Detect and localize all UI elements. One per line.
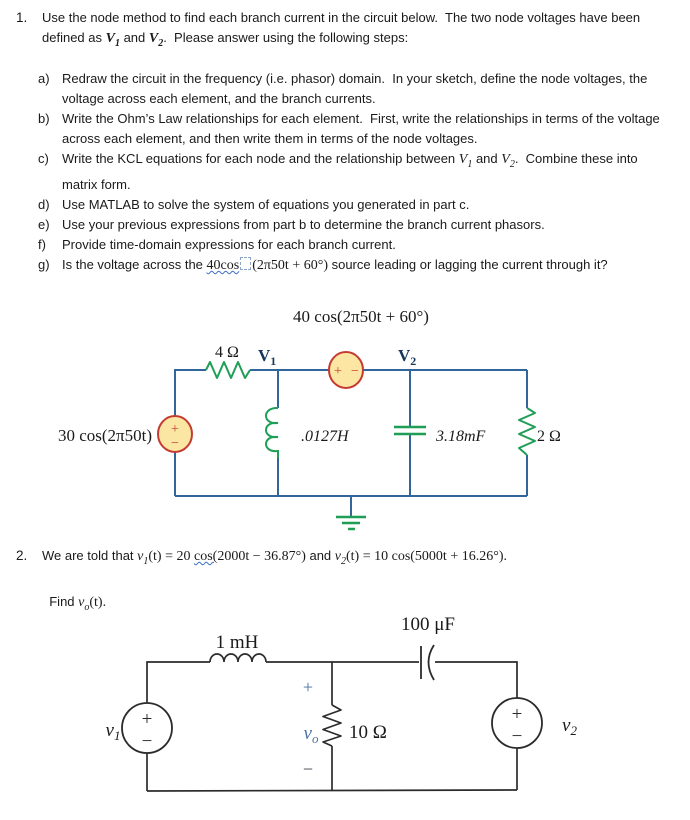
step-g-text (62, 255, 672, 276)
step-f (38, 235, 672, 255)
capacitor-curved-plate (429, 645, 435, 680)
ground-icon (336, 517, 366, 529)
node-voltage-v1: $V_1$ (105, 31, 120, 49)
wire (435, 662, 517, 698)
circuit1-diagram (0, 295, 660, 540)
step-g (38, 255, 672, 276)
step-g-math: (2π50t + 60°) (252, 257, 328, 273)
minus-sign: − (351, 364, 359, 379)
plus-sign: + (334, 364, 342, 379)
node-v1-label: $V_1$ (258, 346, 277, 368)
capacitor-symbol (394, 427, 426, 434)
left-source-label: 30 cos(2π50t) (57, 426, 152, 445)
problem1-steps (38, 69, 672, 276)
step-c-v2: $V_2$ (501, 152, 515, 170)
minus-sign: − (511, 726, 523, 747)
step-a-label: a) (38, 71, 50, 86)
step-c-v1: $V_1$ (458, 152, 473, 170)
p2-math-4: (t). (89, 594, 107, 610)
plus-sign: + (171, 422, 179, 437)
step-g-40cos-underlined: 40cos (206, 257, 240, 273)
step-c-text-2: . Combine these into matrix form. (62, 151, 642, 192)
capacitor-label: 100 μF (400, 614, 456, 635)
resistor-4ohm-label: 4 Ω (215, 344, 239, 361)
problem2-find: Find (49, 593, 79, 609)
p2-v2: $v_2$ (334, 549, 346, 567)
step-b-label: b) (38, 111, 50, 126)
step-g-text-1: Is the voltage across the (62, 256, 207, 272)
p2-v1: $v_1$ (137, 549, 149, 567)
intro-text-and: and (119, 30, 149, 45)
step-c-label: c) (38, 151, 49, 166)
step-d-label: d) (38, 196, 50, 212)
step-e (38, 215, 672, 235)
wire (147, 662, 210, 703)
step-c-and: and (472, 151, 502, 166)
source-v2-label: $v_2$ (562, 715, 577, 738)
capacitor-label: 3.18mF (436, 428, 486, 445)
intro-text-2: . Please answer using the following steps: (163, 30, 409, 45)
problem2-text-and: and (305, 548, 335, 563)
p2-math-2: 2000t − 36.87°) (217, 549, 306, 564)
inductor-symbol (266, 408, 278, 458)
circuit2-diagram (0, 595, 620, 820)
voltage-source-30cos (158, 416, 192, 452)
voltage-source-40cos (329, 352, 363, 388)
problem1-intro (16, 8, 666, 54)
step-e-label: e) (38, 216, 50, 232)
p2-cos-underlined: cos( (193, 549, 218, 564)
node-v2-label: $V_2$ (398, 346, 417, 368)
problem1-intro-text (42, 8, 666, 54)
wire (175, 370, 206, 417)
p2-math-3: (t) = 10 cos(5000t + 16.26°). (346, 549, 507, 564)
step-a (38, 69, 672, 109)
voltage-source-v2 (492, 698, 542, 748)
inductor-label: .0127H (301, 428, 349, 445)
vo-minus-sign: − (302, 759, 314, 779)
vo-plus-sign: + (302, 677, 314, 697)
resistor-10ohm-label: 10 Ω (349, 722, 387, 743)
step-d (38, 195, 672, 215)
resistor-4ohm-symbol (206, 362, 250, 378)
step-g-label: g) (38, 256, 50, 272)
p2-math-1: (t) = 20 (148, 549, 194, 564)
step-b-text: Write the Ohm’s Law relationships for each element. First, write the relationships in terms of the voltage across each element, and then write them in terms of the node voltages. (62, 111, 664, 146)
resistor-2ohm-label: 2 Ω (537, 428, 561, 445)
step-f-label: f) (38, 236, 46, 252)
minus-sign: − (141, 731, 153, 752)
step-a-text: Redraw the circuit in the frequency (i.e. phasor) domain. In your sketch, define the node voltages, the voltage across each element, and the branch currents. (62, 71, 651, 106)
problem1-number: 1. (16, 10, 28, 25)
node-voltage-v2: $V_2$ (148, 31, 164, 49)
step-c-text-1: Write the KCL equations for each node and the relationship between (62, 151, 459, 166)
capacitor-symbol (421, 645, 434, 680)
minus-sign: − (171, 436, 179, 451)
source-v1-label: $v_1$ (105, 720, 121, 743)
plus-sign: + (141, 709, 153, 730)
voltage-source-v1 (122, 703, 172, 753)
intro-text-1: Use the node method to find each branch current in the circuit below. The two node voltages have been defined as (42, 10, 644, 45)
step-e-text: Use your previous expressions from part b to determine the branch current phasors. (62, 216, 545, 232)
plus-sign: + (511, 704, 523, 725)
step-c (38, 149, 672, 195)
vo-label: $v_o$ (303, 723, 319, 746)
resistor-2ohm-symbol (519, 408, 535, 455)
step-c-text (62, 149, 672, 195)
step-g-text-2: source leading or lagging the current through it? (327, 256, 608, 272)
wire (147, 790, 517, 791)
step-d-text: Use MATLAB to solve the system of equations you generated in part c. (62, 196, 470, 212)
step-f-text: Provide time-domain expressions for each branch current. (62, 236, 396, 252)
resistor-10ohm-symbol (323, 705, 341, 746)
top-source-label: 40 cos(2π50t + 60°) (293, 307, 429, 326)
inductor-symbol (210, 654, 266, 662)
problem2-text-1: We are told that (42, 548, 138, 563)
hidden-char-box (240, 257, 251, 270)
problem2-number: 2. (16, 548, 28, 563)
inductor-label: 1 mH (215, 632, 259, 653)
step-b (38, 109, 672, 149)
p2-vo: $v_o$ (78, 594, 90, 613)
